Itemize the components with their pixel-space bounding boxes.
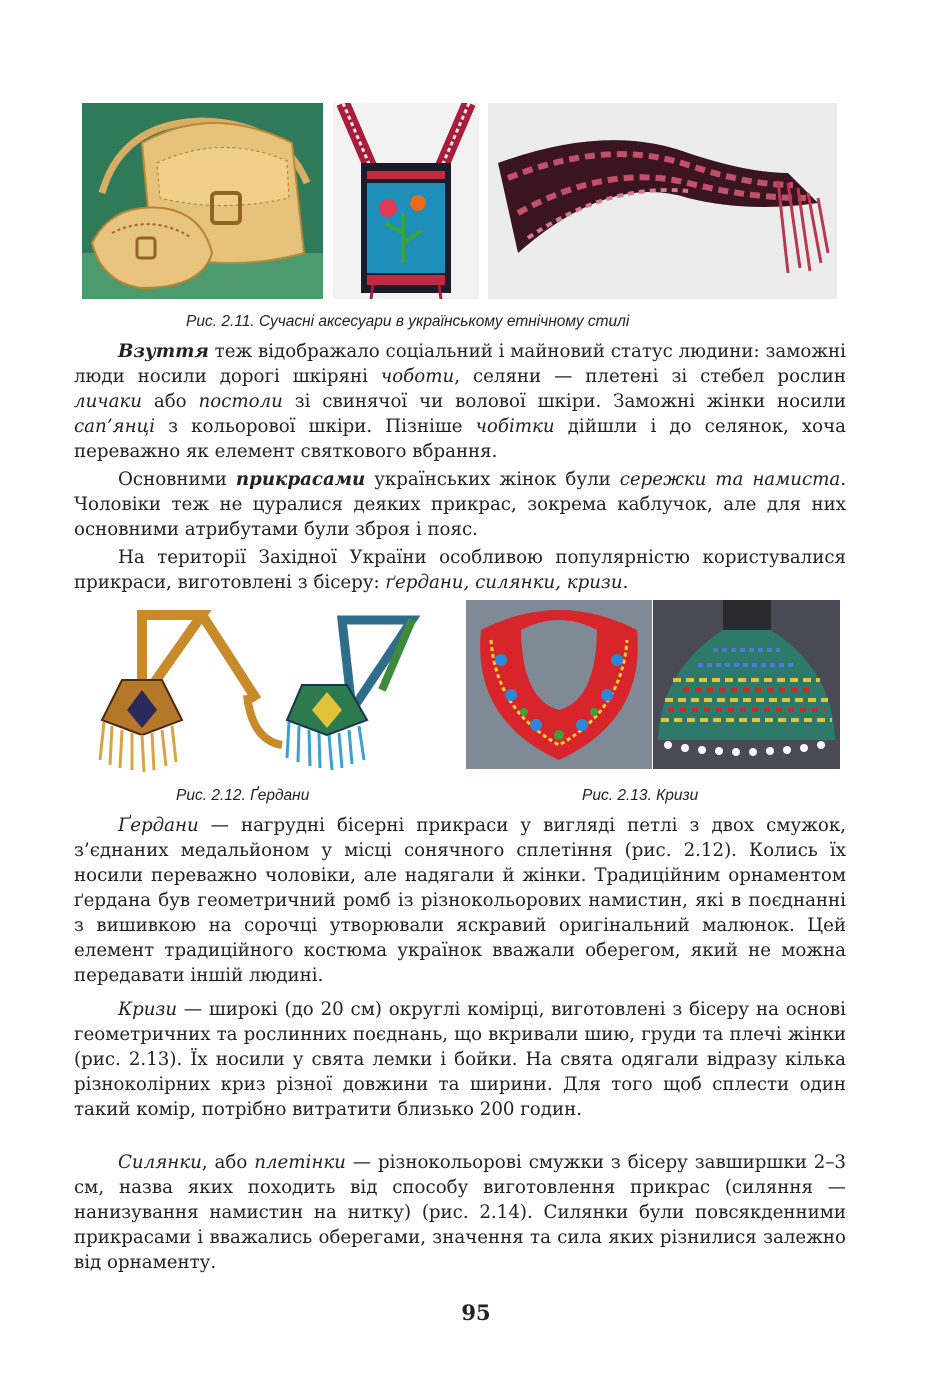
figure-caption-2-12: Рис. 2.12. Ґердани: [176, 787, 310, 804]
figure-caption-2-11: Рис. 2.11. Сучасні аксесуари в українському етнічному стилі: [186, 313, 630, 330]
embroidered-shoulder-bag-photo: [333, 103, 479, 299]
paragraph-kryzy: Кризи — широкі (до 20 см) округлі комірці, виготовлені з бісеру на основі геометричних та рослинних поєднань, що вкривали шию, груди та плечі жінки (рис. 2.13). Їх носили у свята лемки і бойки. На свята одягали відразу кілька різноколірних криз різної довжини та ширини. Для того щоб сплести один такий комір, потрібно витратити близько 200 годин.: [74, 999, 846, 1120]
gerdan-necklaces-photo: [82, 600, 444, 775]
woven-belt-photo: [488, 103, 837, 299]
leather-bag-photo: [82, 103, 323, 299]
paragraph-jewelry: Основними прикрасами українських жінок були сережки та намиста. Чоловіки теж не цуралися деяких прикрас, зокрема каблучок, але для них основними атрибутами були зброя і пояс.: [74, 469, 846, 540]
kryza-collar-photo: [466, 600, 652, 769]
paragraph-footwear: Взуття теж відображало соціальний і майновий статус людини: заможні люди носили дорогі шкіряні чоботи, селяни — плетені зі стебел рослин личаки або постоли зі свинячої чи волової шкіри. Заможні жінки носили сап’янці з кольорової шкіри. Пізніше чобітки дійшли і до селянок, хоча переважно як елемент святкового вбрання.: [74, 341, 847, 462]
paragraph-gerdany: Ґердани — нагрудні бісерні прикраси у вигляді петлі з двох смужок, з’єднаних медальйоном у місці сонячного сплетіння (рис. 2.12). Колись їх носили переважно чоловіки, але надягали й жінки. Традиційним орнаментом ґердана був геометричний ромб із різнокольорових намистин, які в поєднанні з вишивкою на сорочці утворювали яскравий оригінальний малюнок. Цей елемент традиційного костюма українок вважали оберегом, який не можна передавати іншій людині.: [74, 815, 846, 986]
kryza-cape-photo: [653, 600, 840, 769]
paragraph-beadwork: На території Західної України особливою популярністю користувалися прикраси, виготовлені з бісеру: ґердани, силянки, кризи.: [74, 547, 846, 593]
figure-caption-2-13: Рис. 2.13. Кризи: [582, 787, 699, 804]
paragraph-sylyanky: Силянки, або плетінки — різнокольорові смужки з бісеру завширшки 2–3 см, назва яких походить від способу виготовлення прикрас (силяння — нанизування намистин на нитку) (рис. 2.14). Силянки були повсякденними прикрасами і вважались оберегами, значення та сила яких різнилися залежно від орнаменту.: [74, 1152, 846, 1273]
page-number: 95: [461, 1300, 491, 1325]
